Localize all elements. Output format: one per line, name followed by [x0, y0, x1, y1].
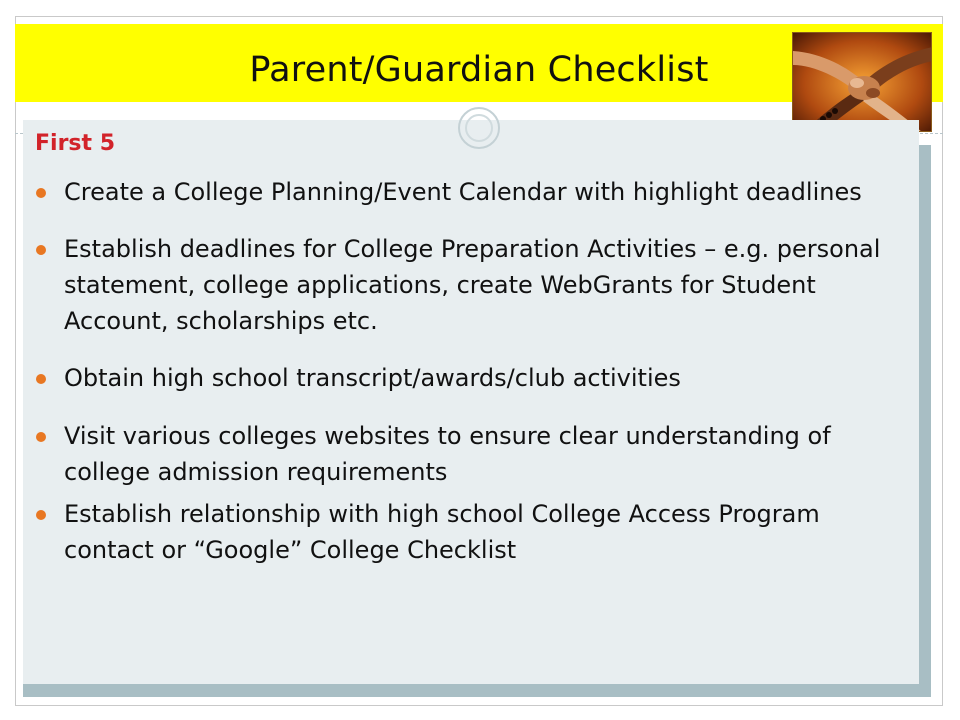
list-item — [35, 360, 905, 396]
list-item — [35, 418, 905, 490]
list-item-text: Establish relationship with high school College Access Program contact or “Google” College Checklist — [64, 500, 820, 564]
section-heading: First 5 — [35, 131, 115, 156]
list-item — [35, 496, 905, 568]
bullet-icon — [36, 188, 46, 198]
hands-image — [793, 33, 932, 132]
bullet-icon — [36, 510, 46, 520]
bullet-icon — [36, 245, 46, 255]
list-item-text: Visit various colleges websites to ensure clear understanding of college admission requirements — [64, 422, 831, 486]
joined-hands-photo — [792, 32, 932, 132]
list-item — [35, 231, 905, 339]
bottom-band — [23, 684, 931, 697]
list-item-text: Establish deadlines for College Preparation Activities – e.g. personal statement, college applications, create WebGrants for Student Account, scholarships etc. — [64, 235, 881, 335]
list-item-text: Obtain high school transcript/awards/club activities — [64, 364, 681, 392]
bullet-icon — [36, 432, 46, 442]
list-item — [35, 174, 905, 210]
list-item-text: Create a College Planning/Event Calendar with highlight deadlines — [64, 178, 862, 206]
decorative-inner-ring-icon — [465, 114, 493, 142]
checklist — [35, 174, 905, 568]
slide-title: Parent/Guardian Checklist — [249, 50, 709, 90]
bullet-icon — [36, 374, 46, 384]
